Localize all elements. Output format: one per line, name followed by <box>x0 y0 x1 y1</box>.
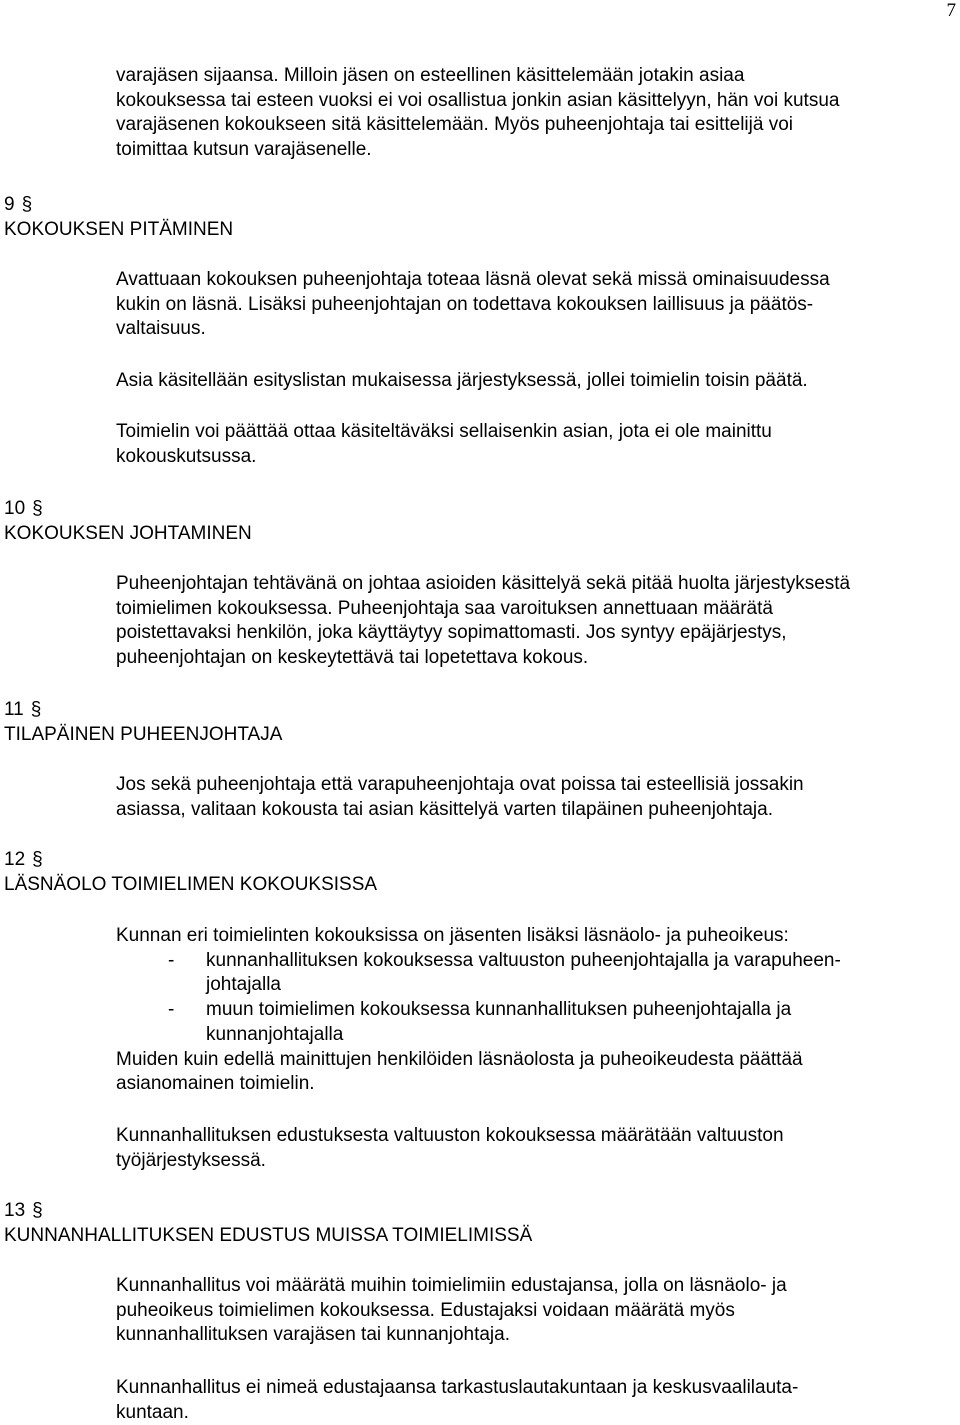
list-item <box>116 949 960 998</box>
section-number: 12 § <box>4 848 43 873</box>
text-line: kuntaan. <box>116 1401 189 1423</box>
section-paragraph <box>116 268 960 342</box>
text-line: Puheenjohtajan tehtävänä on johtaa asioiden käsittelyä sekä pitää huolta järjestyksestä <box>116 573 851 594</box>
text-line: kunnanhallituksen kokouksessa valtuuston puheenjohtajalla ja varapuheen- <box>206 949 841 971</box>
text-line: asianomainen toimielin. <box>116 1073 315 1095</box>
text-line: Kunnanhallitus ei nimeä edustajaansa tarkastuslautakuntaan ja keskusvaalilauta- <box>116 1377 799 1398</box>
text-line: kunnanhallituksen varajäsen tai kunnanjohtaja. <box>116 1324 510 1346</box>
text-line: varajäsen sijaansa. Milloin jäsen on esteellinen käsittelemään jotakin asiaa <box>116 65 745 86</box>
text-line: toimittaa kutsun varajäsenelle. <box>116 139 372 161</box>
text-line: varajäsenen kokoukseen sitä käsittelemään. Myös puheenjohtaja tai esittelijä voi <box>116 114 794 136</box>
section-paragraph <box>116 369 960 394</box>
text-line: johtajalla <box>206 974 281 996</box>
section-sign: § <box>32 1200 43 1221</box>
section-title: KOKOUKSEN PITÄMINEN <box>4 219 234 240</box>
section-paragraph <box>116 924 960 1097</box>
section-paragraph <box>116 1274 960 1348</box>
dash-bullet: - <box>168 949 175 971</box>
section-title: TILAPÄINEN PUHEENJOHTAJA <box>4 724 283 745</box>
dash-bullet: - <box>168 999 175 1021</box>
section-number: 11 § <box>4 698 41 723</box>
section-paragraph <box>116 773 960 822</box>
text-line: kokouskutsussa. <box>116 445 257 467</box>
section-paragraph <box>116 420 960 469</box>
page-number: 7 <box>946 0 956 21</box>
text-line: Kunnanhallitus voi määrätä muihin toimielimiin edustajansa, jolla on läsnäolo- ja <box>116 1275 787 1296</box>
section-paragraph <box>116 572 960 671</box>
section-number: 13 § <box>4 1199 43 1224</box>
section-title: KOKOUKSEN JOHTAMINEN <box>4 523 252 544</box>
text-line: muun toimielimen kokouksessa kunnanhallituksen puheenjohtajalla ja <box>206 999 792 1021</box>
section-sign: § <box>32 849 43 870</box>
section-title: KUNNANHALLITUKSEN EDUSTUS MUISSA TOIMIELIMISSÄ <box>4 1225 533 1246</box>
text-line: kunnanjohtajalla <box>206 1023 344 1045</box>
text-line: työjärjestyksessä. <box>116 1149 266 1171</box>
intro-paragraph <box>116 64 960 163</box>
text-line: Kunnanhallituksen edustuksesta valtuuston kokouksessa määrätään valtuuston <box>116 1125 784 1146</box>
text-line: Asia käsitellään esityslistan mukaisessa järjestyksessä, jollei toimielin toisin päätä. <box>116 370 808 391</box>
text-line: kokouksessa tai esteen vuoksi ei voi osallistua jonkin asian käsittelyyn, hän voi kutsua <box>116 89 840 111</box>
text-line: Muiden kuin edellä mainittujen henkilöiden läsnäolosta ja puheoikeudesta päättää <box>116 1048 803 1070</box>
text-line: poistettavaksi henkilön, joka käyttäytyy sopimattomasti. Jos syntyy epäjärjestys, <box>116 622 787 644</box>
section-sign: § <box>21 194 33 215</box>
text-line: Kunnan eri toimielinten kokouksissa on jäsenten lisäksi läsnäolo- ja puheoikeus: <box>116 925 789 946</box>
section-paragraph <box>116 1376 960 1425</box>
text-line: Toimielin voi päättää ottaa käsiteltäväksi sellaisenkin asian, jota ei ole mainittu <box>116 421 772 442</box>
list-item <box>116 998 960 1047</box>
section-sign: § <box>30 699 42 720</box>
section-number: 10 § <box>4 497 43 522</box>
section-title: LÄSNÄOLO TOIMIELIMEN KOKOUKSISSA <box>4 874 378 895</box>
text-line: kukin on läsnä. Lisäksi puheenjohtajan on todettava kokouksen laillisuus ja päätös- <box>116 293 814 315</box>
section-paragraph <box>116 1124 960 1173</box>
text-line: toimielimen kokouksessa. Puheenjohtaja saa varoituksen annettuaan määrätä <box>116 597 773 619</box>
text-line: asiassa, valitaan kokousta tai asian käsittelyä varten tilapäinen puheenjohtaja. <box>116 798 773 820</box>
text-line: Avattuaan kokouksen puheenjohtaja toteaa läsnä olevat sekä missä ominaisuudessa <box>116 269 830 290</box>
text-line: puheenjohtajan on keskeytettävä tai lopetettava kokous. <box>116 647 589 669</box>
text-line: puheoikeus toimielimen kokouksessa. Edustajaksi voidaan määrätä myös <box>116 1299 735 1321</box>
section-sign: § <box>32 498 43 519</box>
text-line: Jos sekä puheenjohtaja että varapuheenjohtaja ovat poissa tai esteellisiä jossakin <box>116 774 804 795</box>
text-line: valtaisuus. <box>116 318 206 340</box>
section-number: 9 § <box>4 193 32 218</box>
